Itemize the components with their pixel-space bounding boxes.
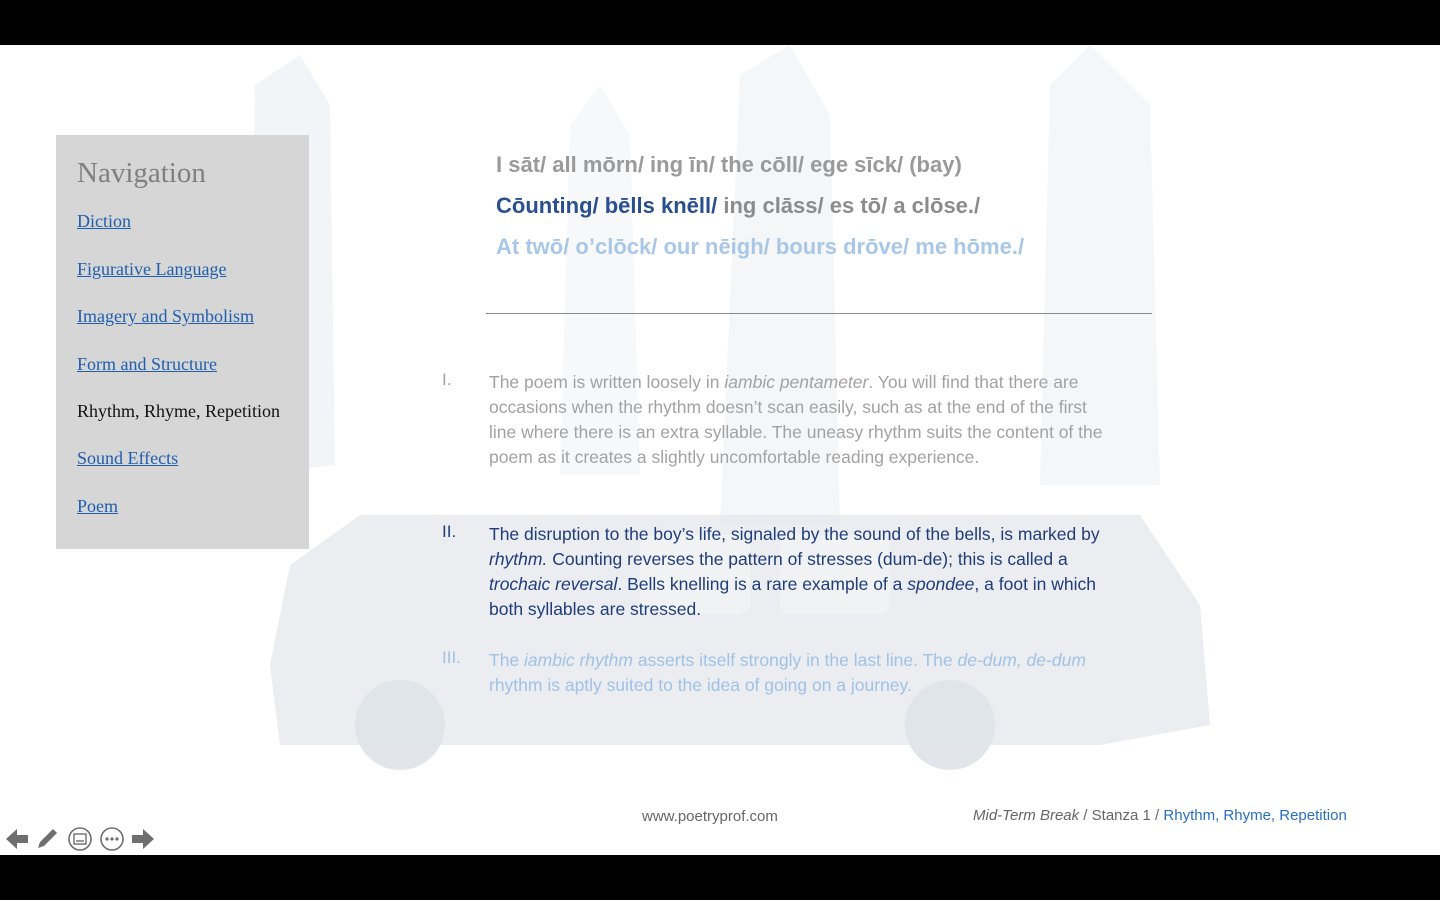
separator: / [1079, 807, 1092, 824]
point-2-numeral: II. [442, 522, 457, 541]
text: Counting reverses the pattern of stresses (dum-de); this is called a [547, 549, 1068, 569]
term-iambic-pentameter: iambic pentameter [724, 372, 869, 392]
text: . You will find that there are occasions when the rhythm doesn’t scan easily, such as at the end of the first line where there is an extra syllable. The uneasy rhythm suits the content of the poem as it creates a slightly uncomfortable reading experience. [489, 372, 1103, 467]
separator: / [1150, 807, 1164, 824]
point-3-text [489, 648, 1109, 698]
scansion-line-1: I sāt/ all mōrn/ ing īn/ the cōll/ ege sīck/ (bay) [496, 152, 962, 177]
subtitles-icon[interactable] [67, 826, 93, 852]
text: The disruption to the boy’s life, signaled by the sound of the bells, is marked by [489, 524, 1100, 544]
more-icon[interactable] [99, 826, 125, 852]
text: . Bells knelling is a rare example of a [617, 574, 908, 594]
footer-work-title: Mid-Term Break [973, 807, 1080, 824]
scansion-line-2 [496, 193, 980, 219]
footer-breadcrumb [973, 807, 1347, 824]
divider [486, 313, 1152, 314]
pen-icon[interactable] [34, 826, 60, 852]
point-2-text [489, 522, 1109, 622]
scansion-line-2-highlight: Cōunting/ bēlls knēll/ [496, 193, 718, 218]
footer-url: www.poetryprof.com [642, 808, 778, 825]
point-3-numeral: III. [442, 648, 461, 667]
nav-link-form-and-structure[interactable]: Form and Structure [77, 354, 217, 374]
term-spondee: spondee [907, 574, 975, 594]
point-1-numeral: I. [442, 370, 452, 389]
nav-link-sound-effects[interactable]: Sound Effects [77, 448, 179, 468]
point-1-text [489, 370, 1109, 470]
text: The poem is written loosely in [489, 372, 725, 392]
footer-topic: Rhythm, Rhyme, Repetition [1163, 807, 1347, 824]
footer-stanza: Stanza 1 [1091, 807, 1151, 824]
text: The [489, 650, 525, 670]
scansion-line-2-rest: ing clāss/ es tō/ a clōse./ [717, 193, 981, 218]
arrow-left-icon[interactable] [4, 826, 30, 852]
term-de-dum: de-dum, de-dum [957, 650, 1086, 670]
term-trochaic-reversal: trochaic reversal [489, 574, 618, 594]
text: asserts itself strongly in the last line. The [632, 650, 958, 670]
nav-link-figurative-language[interactable]: Figurative Language [77, 259, 227, 279]
nav-link-poem[interactable]: Poem [77, 496, 119, 516]
nav-current-rhythm-rhyme-repetition: Rhythm, Rhyme, Repetition [77, 401, 280, 421]
navigation-title: Navigation [77, 157, 206, 189]
slide [0, 45, 1440, 855]
term-rhythm: rhythm. [489, 549, 548, 569]
navigation-panel [56, 135, 309, 549]
nav-link-imagery-and-symbolism[interactable]: Imagery and Symbolism [77, 306, 254, 326]
nav-link-diction[interactable]: Diction [77, 211, 131, 231]
arrow-right-icon[interactable] [130, 826, 156, 852]
text: , a foot in which both syllables are stressed. [489, 574, 1097, 619]
term-iambic-rhythm: iambic rhythm [524, 650, 633, 670]
scansion-line-3: At twō/ o’clōck/ our nēigh/ bours drōve/ me hōme./ [496, 234, 1025, 259]
text: rhythm is aptly suited to the idea of going on a journey. [489, 675, 912, 695]
